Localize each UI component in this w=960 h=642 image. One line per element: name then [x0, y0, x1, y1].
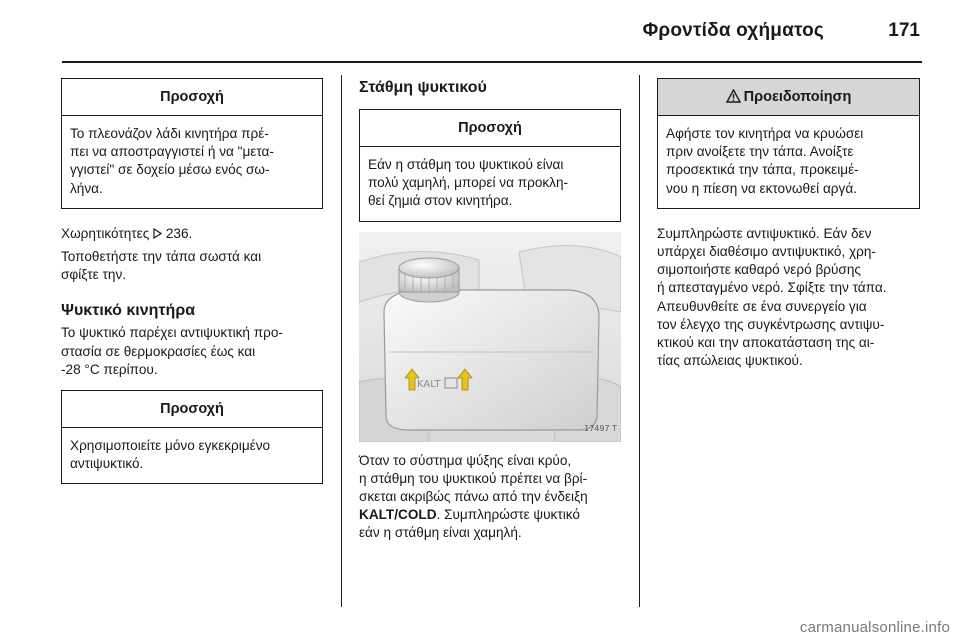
notice-body: [62, 428, 322, 483]
capacities-reference: [61, 225, 323, 243]
notice-line: πολύ χαμηλή, μπορεί να προκλη-: [368, 175, 569, 191]
left-column: [61, 78, 323, 484]
coolant-tank-drawing: [359, 232, 621, 442]
notice-line: πει να αποστραγγιστεί ή να "μετα-: [70, 144, 274, 160]
right-column: [657, 78, 920, 370]
column-divider-2: [639, 75, 640, 607]
warning-body: [658, 116, 919, 208]
cross-reference-arrow-icon: [153, 226, 166, 241]
body-line: Συμπληρώστε αντιψυκτικό. Εάν δεν: [657, 225, 872, 241]
body-text: . Συμπληρώστε ψυκτικό: [436, 507, 580, 523]
notice-line: Χρησιμοποιείτε μόνο εγκεκριμένο: [70, 438, 271, 454]
notice-body: [62, 116, 322, 208]
notice-box-antifreeze: [61, 390, 323, 484]
body-line: κτικού και την αποκατάσταση της αι-: [657, 335, 875, 351]
notice-line: αντιψυκτικό.: [70, 456, 144, 472]
figure-label: 17497 T: [584, 424, 617, 434]
notice-title: Προσοχή: [62, 79, 322, 116]
body-line: Όταν το σύστημα ψύξης είναι κρύο,: [359, 452, 572, 468]
tank-marking-text: KALT: [417, 378, 441, 390]
body-line: η στάθμη του ψυκτικού πρέπει να βρί-: [359, 470, 588, 486]
body-line: εάν η στάθμη είναι χαμηλή.: [359, 525, 522, 541]
warning-line: πριν ανοίξετε την τάπα. Ανοίξτε: [666, 144, 854, 160]
column-divider-1: [341, 75, 342, 607]
body-line: -28 °C περίπου.: [61, 361, 158, 377]
body-line: σκεται ακριβώς πάνω από την ένδειξη: [359, 489, 588, 505]
section-heading-engine-coolant: Ψυκτικό κινητήρα: [61, 302, 196, 320]
capacities-label: Χωρητικότητες: [61, 225, 150, 241]
warning-line: νου η πίεση να εκτονωθεί αργά.: [666, 180, 857, 196]
body-line: τίας απώλειας ψυκτικού.: [657, 353, 803, 369]
page-number: 171: [888, 20, 920, 41]
middle-column: [359, 78, 621, 543]
capacities-page-link[interactable]: 236.: [165, 225, 193, 241]
notice-line: θεί ζημιά στον κινητήρα.: [368, 193, 513, 209]
notice-line: γγιστεί" σε δοχείο μέσω ενός σω-: [70, 162, 270, 178]
right-body-text: [657, 225, 920, 371]
body-line: [359, 506, 621, 524]
notice-line: λήνα.: [70, 180, 103, 196]
warning-line: προσεκτικά την τάπα, προκειμέ-: [666, 162, 859, 178]
notice-title: Προσοχή: [62, 391, 322, 428]
body-line: Απευθυνθείτε σε ένα συνεργείο για: [657, 298, 867, 314]
coolant-tank-illustration: [359, 232, 621, 442]
watermark: carmanualsonline.info: [799, 619, 950, 636]
body-line: υπάρχει διαθέσιμο αντιψυκτικό, χρη-: [657, 244, 876, 260]
warning-triangle-icon: [726, 88, 741, 106]
warning-title: Προειδοποίηση: [743, 88, 852, 105]
notice-title: Προσοχή: [360, 110, 620, 147]
header-rule: [62, 61, 922, 63]
body-line: σιμοποιήστε καθαρό νερό βρύσης: [657, 262, 861, 278]
warning-box: [657, 78, 920, 209]
section-heading-coolant-level: Στάθμη ψυκτικού: [359, 79, 487, 96]
warning-title-bar: [658, 79, 919, 116]
notice-box-coolant-level: [359, 109, 621, 222]
marking-label: KALT/COLD: [359, 507, 437, 523]
body-line: Το ψυκτικό παρέχει αντιψυκτική προ-: [61, 325, 283, 341]
notice-line: Το πλεονάζον λάδι κινητήρα πρέ-: [70, 126, 269, 141]
warning-line: Αφήστε τον κινητήρα να κρυώσει: [666, 126, 864, 141]
notice-box-oil: [61, 78, 323, 209]
body-line: στασία σε θερμοκρασίες έως και: [61, 343, 256, 359]
body-line: Τοποθετήστε την τάπα σωστά και: [61, 249, 262, 265]
page-header-title: Φροντίδα οχήματος: [642, 20, 824, 41]
body-line: τον έλεγχο της συγκέντρωσης αντιψυ-: [657, 316, 885, 332]
body-line: ή απεσταγμένο νερό. Σφίξτε την τάπα.: [657, 280, 887, 296]
notice-body: [360, 147, 620, 221]
body-line: σφίξτε την.: [61, 267, 127, 283]
notice-line: Εάν η στάθμη του ψυκτικού είναι: [368, 157, 564, 172]
